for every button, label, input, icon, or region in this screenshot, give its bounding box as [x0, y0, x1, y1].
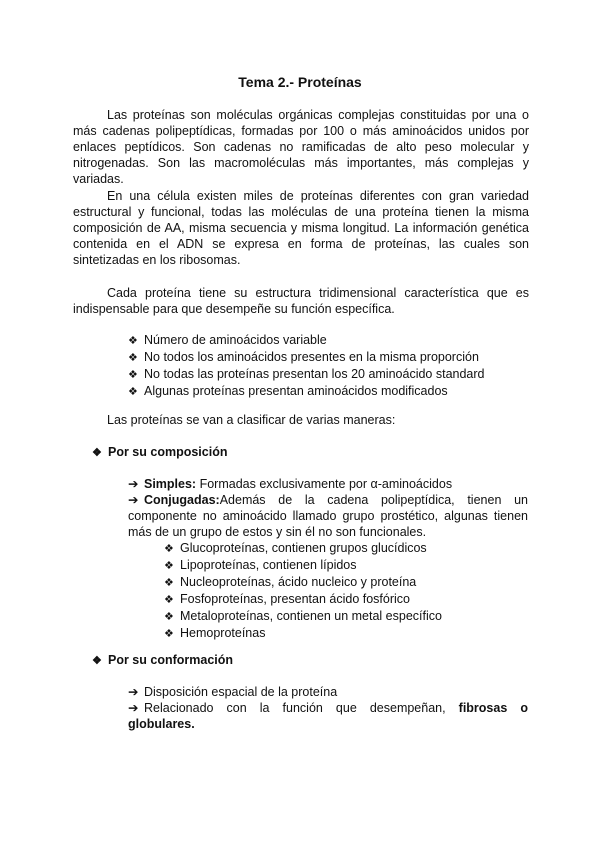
- paragraph-structure-text: Cada proteína tiene su estructura tridimensional característica que es indispensable para que desempeñe su función específica.: [73, 286, 529, 316]
- diamond-bullet-icon: ❖: [128, 386, 138, 398]
- list-item: ❖ No todos los aminoácidos presentes en la misma proporción: [128, 350, 479, 364]
- paragraph-intro: [73, 107, 529, 187]
- diamond-bullet-icon: ❖: [164, 594, 174, 606]
- diamond-bullet-icon: ❖: [128, 335, 138, 347]
- classify-intro-text: Las proteínas se van a clasificar de varias maneras:: [107, 413, 396, 427]
- conjugadas-item: ➔ Conjugadas:Además de la cadena polipeptídica, tienen un componente no aminoácido llamado grupo prostético, algunas tienen más de un grupo de estos y sin él no son funcionales.: [128, 493, 528, 539]
- list-item: ❖ Fosfoproteínas, presentan ácido fosfórico: [164, 592, 410, 606]
- arrow-bullet-icon: ➔: [128, 701, 139, 715]
- diamond-bullet-icon: ❖: [164, 628, 174, 640]
- section-heading-conformation: ❖ Por su conformación: [92, 653, 234, 667]
- arrow-bullet-icon: ➔: [128, 493, 139, 507]
- diamond-bullet-icon: ❖: [164, 577, 174, 589]
- paragraph-structure: [73, 285, 529, 317]
- features-list: [128, 332, 485, 400]
- conformation-item-1: ➔ Disposición espacial de la proteína: [128, 685, 338, 699]
- page-title: Tema 2.- Proteínas: [238, 74, 362, 90]
- list-item: ❖ Número de aminoácidos variable: [128, 333, 327, 347]
- simples-item: ➔ Simples: Formadas exclusivamente por α-aminoácidos: [128, 477, 453, 491]
- list-item: ❖ No todas las proteínas presentan los 20 aminoácido standard: [128, 367, 485, 381]
- list-item: ❖ Lipoproteínas, contienen lípidos: [164, 558, 357, 572]
- paragraph-cell-text: En una célula existen miles de proteínas diferentes con gran variedad estructural y funcional, todas las moléculas de una proteína tienen la misma composición de AA, misma secuencia y misma longitud. La información genética contenida en el ADN se expresa en forma de proteínas, las cuales son sintetizadas en los ribosomas.: [73, 189, 529, 267]
- list-item: ❖ Hemoproteínas: [164, 626, 266, 640]
- paragraph-cell: [73, 188, 529, 268]
- list-item: ❖ Algunas proteínas presentan aminoácidos modificados: [128, 384, 448, 398]
- diamond-bullet-icon: ❖: [92, 655, 102, 667]
- diamond-bullet-icon: ❖: [164, 560, 174, 572]
- paragraph-intro-text: Las proteínas son moléculas orgánicas complejas constituidas por una o más cadenas polipeptídicas, formadas por 100 o más aminoácidos unidos por enlaces peptídicos. Son cadenas no ramificadas de alto peso molecular y nitrogenadas. Son las macromoléculas más importantes, más complejas y variadas.: [73, 108, 529, 186]
- list-item: ❖ Glucoproteínas, contienen grupos glucídicos: [164, 541, 427, 555]
- diamond-bullet-icon: ❖: [92, 447, 102, 459]
- arrow-bullet-icon: ➔: [128, 685, 139, 699]
- classify-intro: [73, 412, 529, 428]
- list-item: ❖ Metaloproteínas, contienen un metal específico: [164, 609, 442, 623]
- diamond-bullet-icon: ❖: [164, 543, 174, 555]
- diamond-bullet-icon: ❖: [164, 611, 174, 623]
- diamond-bullet-icon: ❖: [128, 352, 138, 364]
- conformation-item-2: ➔ Relacionado con la función que desempeñan, fibrosas o globulares.: [128, 701, 528, 731]
- diamond-bullet-icon: ❖: [128, 369, 138, 381]
- list-item: ❖ Nucleoproteínas, ácido nucleico y proteína: [164, 575, 417, 589]
- section-heading-composition: ❖ Por su composición: [92, 445, 228, 459]
- conjugated-types-list: [164, 540, 442, 642]
- arrow-bullet-icon: ➔: [128, 477, 139, 491]
